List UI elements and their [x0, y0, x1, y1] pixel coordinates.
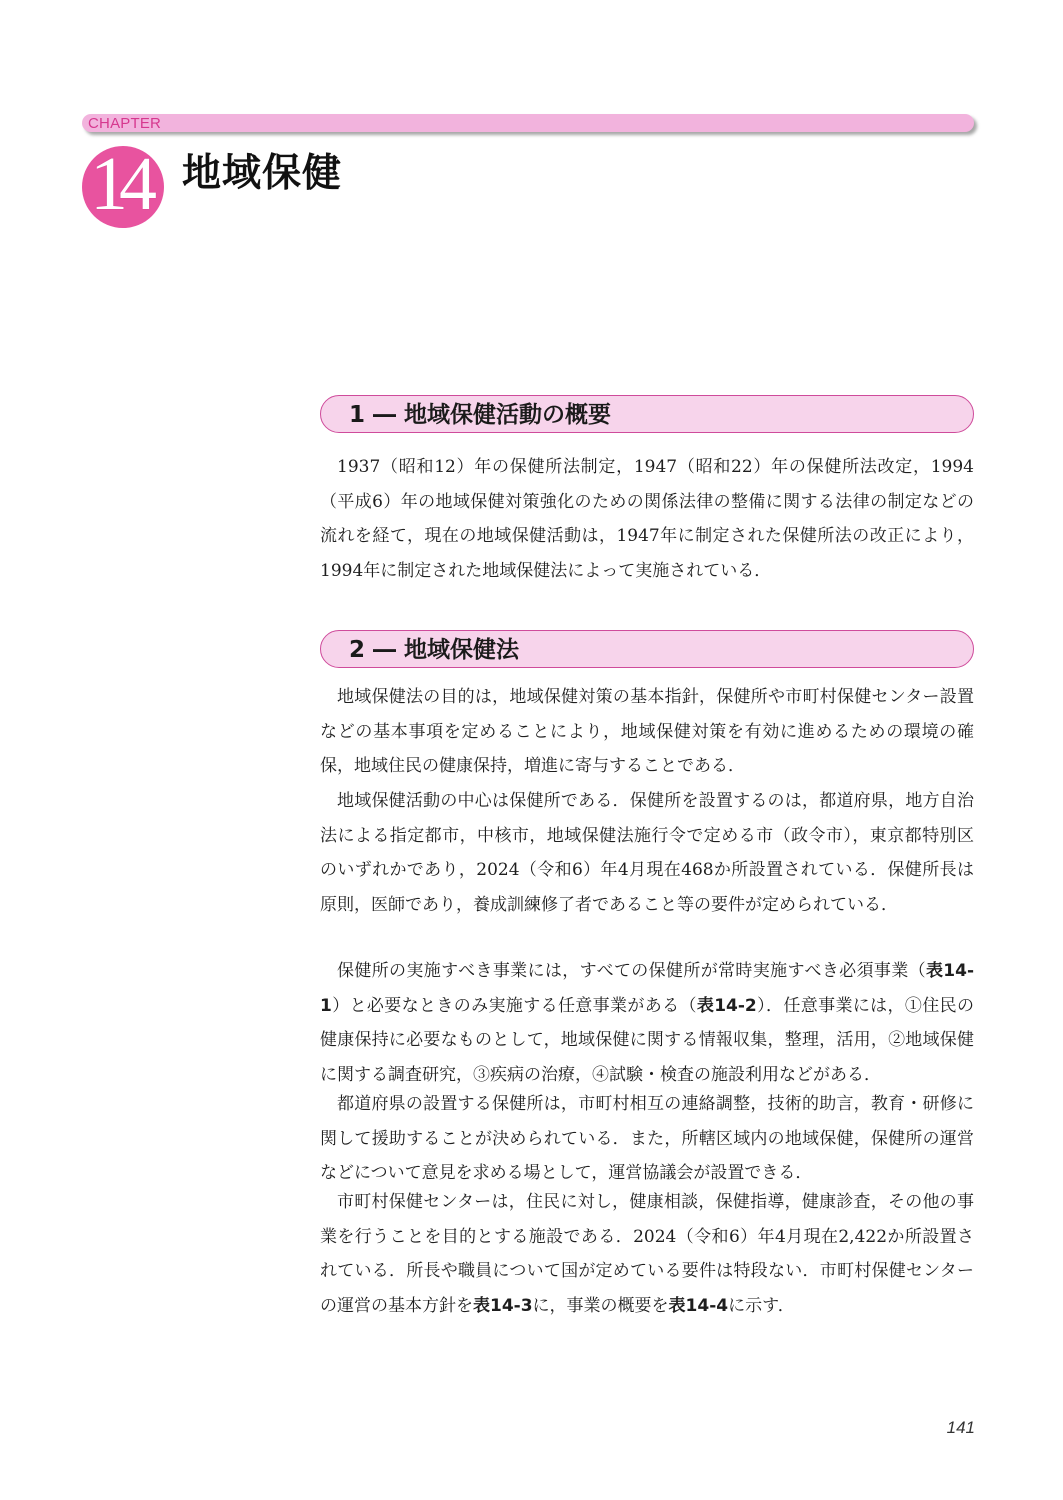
section-2-paragraph-1: 地域保健法の目的は，地域保健対策の基本指針，保健所や市町村保健センター設置などの基本事項を定めることにより，地域保健対策を有効に進めるための環境の確保，地域住民の健康保持，増進に寄与することである．	[320, 687, 974, 776]
paragraph-text: に，事業の概要を	[532, 1295, 669, 1316]
section-title-1: 1 ― 地域保健活動の概要	[349, 402, 612, 428]
table-ref-14-4: 表14-4	[668, 1295, 729, 1316]
section-header-2	[320, 630, 974, 668]
paragraph-text: に示す．	[728, 1295, 795, 1316]
chapter-title: 地域保健	[182, 151, 343, 196]
section-header-1	[320, 395, 974, 433]
chapter-label: CHAPTER	[88, 115, 162, 132]
section-title-2: 2 ― 地域保健法	[349, 637, 520, 663]
paragraph-text: ）と必要なときのみ実施する任意事業がある（	[331, 995, 697, 1016]
table-ref-14-3: 表14-3	[473, 1295, 533, 1316]
section-2-paragraph-5	[320, 1185, 974, 1323]
chapter-number: 14	[90, 142, 148, 226]
section-2-paragraph-3	[320, 954, 974, 1092]
section-2-paragraph-4: 都道府県の設置する保健所は，市町村相互の連絡調整，技術的助言，教育・研修に関して援助することが決められている．また，所轄区域内の地域保健，保健所の運営などについて意見を求める場として，運営協議会が設置できる．	[320, 1094, 974, 1183]
page-number: 141	[946, 1418, 975, 1437]
table-ref-14-2: 表14-2	[696, 995, 757, 1016]
chapter-bar	[82, 114, 974, 132]
section-1-paragraph-1: 1937（昭和12）年の保健所法制定，1947（昭和22）年の保健所法改定，1994（平成6）年の地域保健対策強化のための関係法律の整備に関する法律の制定などの流れを経て，現在の地域保健活動は，1947年に制定された保健所法の改正により，1994年に制定された地域保健法によって実施されている．	[320, 457, 974, 581]
paragraph-text: ）．任意事業には，①住民の健康保持に必要なものとして，地域保健に関する情報収集，整理，活用，②地域保健に関する調査研究，③疾病の治療，④試験・検査の施設利用などがある．	[320, 995, 974, 1085]
paragraph-text: 市町村保健センターは，住民に対し，健康相談，保健指導，健康診査，その他の事業を行うことを目的とする施設である．2024（令和6）年4月現在2,422か所設置されている．所長や職員について国が定めている要件は特段ない．市町村保健センターの運営の基本方針を	[320, 1192, 974, 1316]
paragraph-text: 保健所の実施すべき事業には，すべての保健所が常時実施すべき必須事業（	[337, 961, 926, 981]
section-2-paragraph-2: 地域保健活動の中心は保健所である．保健所を設置するのは，都道府県，地方自治法による指定都市，中核市，地域保健法施行令で定める市（政令市），東京都特別区のいずれかであり，2024（令和6）年4月現在468か所設置されている．保健所長は原則，医師であり，養成訓練修了者であること等の要件が定められている．	[320, 791, 974, 915]
table-ref-14-1: 表14-1	[320, 961, 975, 1016]
